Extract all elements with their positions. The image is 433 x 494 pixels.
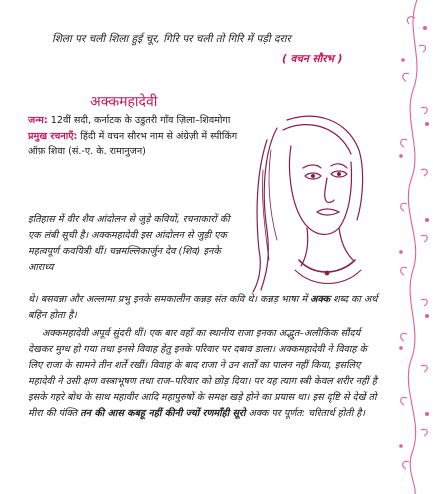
paragraph-2 <box>28 326 384 422</box>
works-text: हिंदी में वचन सौरभ नाम से अंग्रेज़ी में स्पीकिंग ऑफ़ शिवा (सं.-ए. के. रामानुजन) <box>28 130 238 157</box>
birth-info <box>28 113 240 129</box>
paragraph-2-pre: अक्कमहादेवी अपूर्व सुंदरी थीं। एक बार वहाँ का स्थानीय राजा इनका अद्भुत–अलौकिक सौंदर्य देखकर मुग्ध हो गया तथा इनसे विवाह हेतु इनके परिवार पर दबाव डाला। अक्कमहादेवी ने विवाह के लिए राजा के सामने तीन शर्तें रखीं। विवाह के बाद राजा ने उन शर्तों का पालन नहीं किया, इसलिए महादेवी ने उसी क्षण वस्त्राभूषण तथा राज–परिवार को छोड़ दिया। पर यह त्याग स्त्री केवल शरीर नहीं है इसके गहरे बोध के साथ महावीर आदि महापुरुषों के समक्ष खड़े होने का प्रयास था। इस दृष्टि से देखें तो मीरा की पंक्ति <box>28 328 377 419</box>
epigraph-line: शिला पर चली शिला हुई चूर, गिरि पर चली तो गिरि में पड़ी दरार <box>52 33 291 45</box>
portrait-sketch <box>247 110 372 295</box>
paragraph-2-post: अक्क पर पूर्णत: चरितार्थ होती है। <box>245 408 365 419</box>
works-label: प्रमुख रचनाएँ: <box>28 130 78 142</box>
portrait-illustration-icon <box>247 110 372 295</box>
paragraph-1b-pre: थे। बसवन्ना और अल्लामा प्रभु इनके समकालीन कन्नड़ संत कवि थे। कन्नड़ भाषा में <box>28 294 311 305</box>
works-info <box>28 129 240 160</box>
paragraph-2-bold: तन की आस कबहू नहीं कीनी ज्यों रणमाँही सूरो <box>80 408 246 419</box>
paragraph-1: इतिहास में वीर शैव आंदोलन से जुड़े कवियों, रचनाकारों की एक लंबी सूची है। अक्कमहादेवी इस आंदोलन से जुड़ी एक महत्वपूर्ण कवयित्री थीं। चन्नमल्लिकार्जुन देव (शिव) इनके आराध्य <box>28 214 230 273</box>
vine-border-icon <box>395 0 433 494</box>
birth-text: 12वीं सदी, कर्नाटक के उडुतरी गाँव ज़िला–शिवमोगा <box>47 115 231 126</box>
paragraph-1b-bold: अक्क <box>310 294 331 305</box>
decorative-vine-border <box>395 0 433 494</box>
paragraph-1-continued <box>28 292 382 324</box>
page-title: अक्कमहादेवी <box>90 94 158 110</box>
author-info <box>28 113 240 160</box>
birth-label: जन्म: <box>28 115 48 126</box>
paragraph-1b-post: शब्द का अर्थ बहिन होता है। <box>28 294 378 321</box>
epigraph-source: ( वचन सौरभ ) <box>282 53 343 65</box>
